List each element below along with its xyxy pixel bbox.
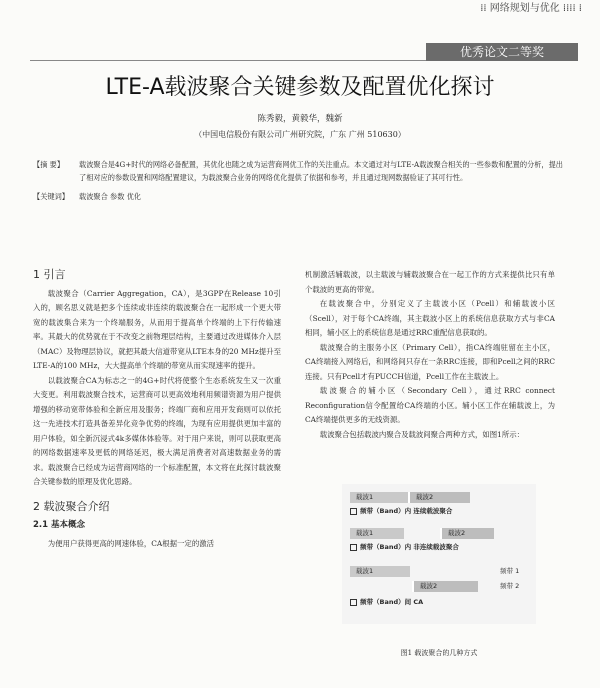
right-paragraph-5: 载波聚合包括载波内聚合及载波间聚合两种方式，如图1所示： (319, 429, 525, 439)
row3-carrier-2: 载波2 (412, 581, 478, 592)
section-1-paragraph-1: 载波聚合（Carrier Aggregation，CA），是3GPP在Release 10引入的，顾名思义就是把多个连续或非连续的载波聚合在一起形成一个更大带宽的载波集合来为一个终端服务，从而用于提高单个终端的上下行传输速率。其最大的优势就在于不改变之前物理层结构，主要通过改进媒体介入层（MAC）及物理层协议，就把其最大信道带宽从LTE本身的20 MHz提升至LTE-A的100 MHz，大大提高单个终端的带宽从而实现速率的提升。 (33, 288, 281, 370)
abstract-text: 载波聚合是4G+时代的网络必备配置，其优化也随之成为运营商网优工作的关注重点。本文通过对与LTE-A载波聚合相关的一些参数和配置的分析，提出了相对应的参数设置和网络配置建议，为载波聚合业务的网络优化提供了依据和参考，并且通过现网数据验证了其可行性。 (79, 160, 563, 182)
section-2-1-heading: 2.1 基本概念 (33, 520, 86, 530)
paper-title: LTE-A载波聚合关键参数及配置优化探讨 (105, 75, 495, 100)
running-header: ⁞⁞ 网络规划与优化 ⁞⁞⁞⁞ ⁞ (480, 3, 582, 14)
row1-label: 频带（Band）内 连续载波聚合 (350, 506, 452, 515)
section-2-heading: 2 载波聚合介绍 (33, 499, 110, 513)
left-column (33, 268, 281, 551)
award-banner: 优秀论文二等奖 (426, 43, 578, 61)
figure-1 (342, 484, 536, 624)
right-column (305, 268, 555, 442)
right-paragraph-2: 在载波聚合中，分别定义了主载波小区（Pcell）和辅载波小区（Scell），对于每个CA终端，其主载波小区上的系统信息获取方式与非CA相同，辅小区上的系统信息是通过RRC重配信息获取的。 (305, 299, 555, 337)
figure-1-caption: 图1 载波聚合的几种方式 (400, 649, 478, 657)
checkbox-icon (350, 599, 357, 606)
abstract-label: 【摘 要】 (33, 160, 65, 169)
row2-carrier-1: 载波1 (350, 528, 404, 539)
row3-label: 频带（Band）间 CA (350, 597, 423, 606)
keywords-text: 载波聚合 参数 优化 (79, 192, 142, 201)
authors: 陈秀毅，黄毅华，魏新 (257, 114, 343, 124)
section-2-1-paragraph-1: 为便用户获得更高的网速体验，CA根据一定的激活 (47, 538, 214, 548)
right-paragraph-4: 载波聚合的辅小区（Secondary Cell），通过RRC connect Reconfiguration信令配置给CA终端的小区。辅小区工作在辅载波上，为CA终端提供更多的无线资源。 (305, 386, 555, 424)
affiliation: （中国电信股份有限公司广州研究院，广东 广州 510630） (194, 130, 406, 139)
right-paragraph-3: 载波聚合的主服务小区（Primary Cell），指CA终端驻留在主小区，CA终端接入网络后，和网络间只存在一条RRC连接，即和Pcell之间的RRC连接。只有Pcell才有PUCCH信道，Pcell工作在主载波上。 (305, 342, 555, 381)
abstract-block (33, 158, 567, 203)
row1-carrier-1: 载波1 (350, 492, 408, 503)
checkbox-icon (350, 508, 357, 515)
band-1-label: 频带 1 (500, 567, 520, 575)
row2-label: 频带（Band）内 非连续载波聚合 (350, 542, 459, 551)
running-header-section: 网络规划与优化 (489, 3, 560, 14)
right-paragraph-1: 机制激活辅载波，以主载波与辅载波聚合在一起工作的方式来提供比只有单个载波的更高的带宽。 (305, 270, 555, 294)
section-1-heading: 1 引言 (33, 268, 66, 281)
row3-carrier-1: 载波1 (350, 566, 410, 577)
row2-carrier-2: 载波2 (440, 528, 494, 539)
row1-carrier-2: 载波2 (408, 492, 470, 503)
checkbox-icon (350, 544, 357, 551)
keywords-label: 【关键词】 (33, 192, 69, 201)
band-2-label: 频带 2 (500, 582, 520, 590)
section-1-paragraph-2: 以载波聚合CA为标志之一的4G+时代将使整个生态系统发生又一次重大变更。利用载波聚合技术，运营商可以更高效地利用频谱资源为用户提供增强的移动宽带体验和全新应用及服务；终端厂商和应用开发商则可以依托这一先进技术打造具备差异化竞争优势的终端，为现有应用提供更加丰富的用户体验，如全新沉浸式4k多媒体体验等。对于用户来说，则可以获取更高的网络数据速率及更低的网络延迟，极大满足消费者对高速数据业务的需求。载波聚合已经成为运营商网络的一个标准配置，本文将在此探讨载波聚合关键参数的原理及优化思路。 (33, 375, 281, 486)
